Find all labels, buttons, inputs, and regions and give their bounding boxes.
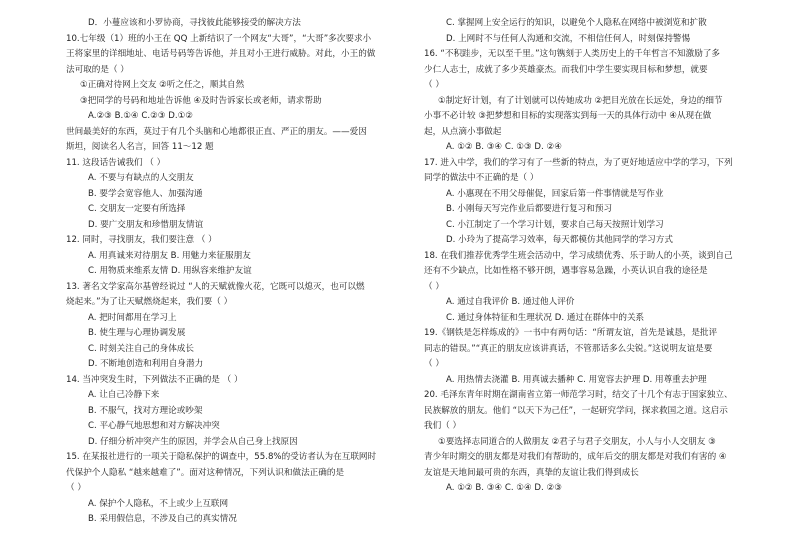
q11-option: C. 交朋友一定要有所选择 bbox=[88, 204, 186, 214]
q18-stem: 18. 在我们推荐优秀学生班会活动中，学习成绩优秀、乐于助人的小英，谈到自己 bbox=[424, 250, 733, 261]
q20-options: A. ①② B. ③④ C. ①④ D. ②③ bbox=[446, 483, 562, 493]
q19-stem: （ ） bbox=[424, 359, 444, 369]
q20-statements: 友谊是天地间最可贵的东西，真挚的友谊让我们得到成长 bbox=[424, 467, 639, 478]
q10-options: A.②③ B.①④ C.②③ D.①② bbox=[88, 111, 193, 121]
q16-statements: ①制定好计划，有了计划就可以传她成功 ②把目光放在长远处，身边的细节 bbox=[438, 95, 723, 106]
q19-stem: 19.《钢铁是怎样炼成的》一书中有两句话：“所谓友谊，首先是诚恳，是批评 bbox=[424, 328, 718, 338]
q16-stem: 16. “不积跬步，无以至千里。”这句镌刻于人类历史上的千年哲言不知激励了多 bbox=[424, 49, 721, 59]
q20-statements: 青少年时期交的朋友都是对我们有帮助的，成年后交的朋友都是对我们有害的 ④ bbox=[424, 452, 727, 462]
q20-statements: ①要选择志同道合的人做朋友 ②君子与君子交朋友，小人与小人交朋友 ③ bbox=[438, 436, 716, 447]
q9-option-d: D．小蔓应该和小罗协商，寻找彼此能够接受的解决方法 bbox=[88, 18, 301, 28]
q17-option: C. 小江制定了一个学习计划，要求自己每天按照计划学习 bbox=[446, 219, 664, 230]
q15-option: A. 保护个人隐私，不上或少上互联网 bbox=[88, 498, 229, 509]
q11-stem: 11. 这段话告诫我们 （ ） bbox=[66, 157, 166, 168]
q14-option: B. 不服气，找对方理论或吵架 bbox=[88, 405, 203, 416]
q11-option: A. 不要与有缺点的人交朋友 bbox=[88, 173, 194, 183]
q13-option: B. 使生理与心理协调发展 bbox=[88, 328, 186, 338]
q10-stem: 王将家里的详细地址、电话号码等告诉他，并且对小王进行威胁。对此，小王的做 bbox=[66, 49, 376, 59]
q10-statements: ③把同学的号码和地址告诉他 ④及时告诉家长或老师，请求帮助 bbox=[80, 95, 322, 106]
q15-stem: 代保护个人隐私 “越来越难了”。面对这种情况，下列认识和做法正确的是 bbox=[66, 467, 345, 478]
q10-statements: ①正确对待网上交友 ②听之任之，顺其自然 bbox=[80, 80, 245, 90]
q17-option: D. 小玲为了提高学习效率，每天都模仿其他同学的学习方式 bbox=[446, 235, 673, 245]
q13-option: A. 把时间都用在学习上 bbox=[88, 312, 177, 323]
q12-stem: 12. 同时，寻找朋友，我们要注意 （ ） bbox=[66, 235, 217, 245]
q17-stem: 17. 进入中学，我们的学习有了一些新的特点，为了更好地适应中学的学习，下列 bbox=[424, 157, 733, 168]
q18-stem: （ ） bbox=[424, 281, 444, 292]
q16-stem: 少仁人志士，成就了多少英雄豪杰。而我们中学生要实现目标和梦想，就要 bbox=[424, 64, 708, 75]
q17-option: B. 小刚每天写完作业后都要进行复习和预习 bbox=[446, 204, 613, 214]
q20-stem: 20. 毛泽东青年时期在湖南省立第一师范学习时，结交了十几个有志于国家独立、 bbox=[424, 390, 733, 400]
right-column bbox=[424, 16, 754, 497]
q15-stem: （ ） bbox=[66, 483, 86, 493]
q16-statements: 小事不必计较 ③把梦想和目标的实现落实到每一天的具体行动中 ④从现在做 bbox=[424, 111, 712, 121]
q18-options: A. 通过自我评价 B. 通过他人评价 bbox=[446, 297, 575, 307]
q16-stem: （ ） bbox=[424, 80, 444, 90]
q14-option: D. 仔细分析冲突产生的原因，并学会从自己身上找原因 bbox=[88, 436, 298, 447]
q15-option: B. 采用假信息，不涉及自己的真实情况 bbox=[88, 514, 237, 524]
q13-stem: 13. 著名文学家高尔基曾经说过 “人的天赋就像火花，它既可以熄灭，也可以燃 bbox=[66, 281, 365, 292]
q11-option: D. 要广交朋友和珍惜朋友情谊 bbox=[88, 219, 204, 230]
q14-option: C. 平心静气地思想和对方解决冲突 bbox=[88, 421, 220, 431]
reading-passage: 斯坦，阅读名人名言，回答 11～12 题 bbox=[66, 142, 214, 152]
q20-stem: 我们（ ） bbox=[424, 421, 462, 431]
q20-stem: 民族解放的朋友。他们 “以天下为己任”，一起研究学问，探求救国之道。这启示 bbox=[424, 405, 728, 416]
q17-stem: 同学的做法中不正确的是（ ） bbox=[424, 173, 539, 183]
q12-options: C. 用物质来维系友情 D. 用纵容来维护友谊 bbox=[88, 266, 252, 276]
q14-option: A. 让自己冷静下来 bbox=[88, 390, 160, 400]
q16-options: A. ①② B. ③④ C. ①③ D. ②④ bbox=[446, 142, 562, 152]
q19-options: A. 用热情去浇灌 B. 用真诚去播种 C. 用宽容去护理 D. 用尊重去护理 bbox=[446, 374, 707, 385]
q13-stem: 烧起来。”为了让天赋燃烧起来，我们要（ ） bbox=[66, 297, 233, 307]
q15-option: D. 上网时不与任何人沟通和交流，不相信任何人，时刻保持警惕 bbox=[446, 33, 691, 44]
q19-stem: 同志的错误。”“真正的朋友应该讲真话，不管那话多么尖锐。”这说明友谊是要 bbox=[424, 343, 713, 354]
q14-stem: 14. 当冲突发生时，下列做法不正确的是 （ ） bbox=[66, 374, 243, 385]
q10-stem: 法可取的是（ ） bbox=[66, 64, 129, 75]
q13-option: D. 不断地创造和利用自身潜力 bbox=[88, 359, 204, 369]
q18-stem: 还有不少缺点，比如性格不够开朗，遇事容易急躁，小英认识自我的途径是 bbox=[424, 266, 708, 276]
q11-option: B. 要学会宽容他人、加强沟通 bbox=[88, 188, 203, 199]
left-column bbox=[66, 16, 394, 528]
q13-option: C. 时刻关注自己的身体成长 bbox=[88, 343, 194, 354]
q15-option: C. 掌握网上安全运行的知识，以避免个人隐私在网络中被浏览和扩散 bbox=[446, 18, 707, 28]
q16-statements: 起，从点滴小事做起 bbox=[424, 126, 502, 137]
q18-options: C. 通过身体特征和生理状况 D. 通过在群体中的关系 bbox=[446, 312, 645, 323]
reading-passage: 世间最美好的东西，莫过于有几个头脑和心地都很正直、严正的朋友。——爱因 bbox=[66, 126, 367, 137]
q15-stem: 15. 在某报社进行的一项关于隐私保护的调查中，55.8%的受访者认为在互联网时 bbox=[66, 452, 377, 462]
q12-options: A. 用真诚来对待朋友 B. 用魅力来征服朋友 bbox=[88, 250, 251, 261]
q17-option: A. 小惠现在不用父母催促，回家后第一件事情就是写作业 bbox=[446, 188, 664, 199]
q10-stem: 10.七年级（1）班的小王在 QQ 上新结识了一个网友“大哥”，“大哥”多次要求小 bbox=[66, 33, 372, 44]
